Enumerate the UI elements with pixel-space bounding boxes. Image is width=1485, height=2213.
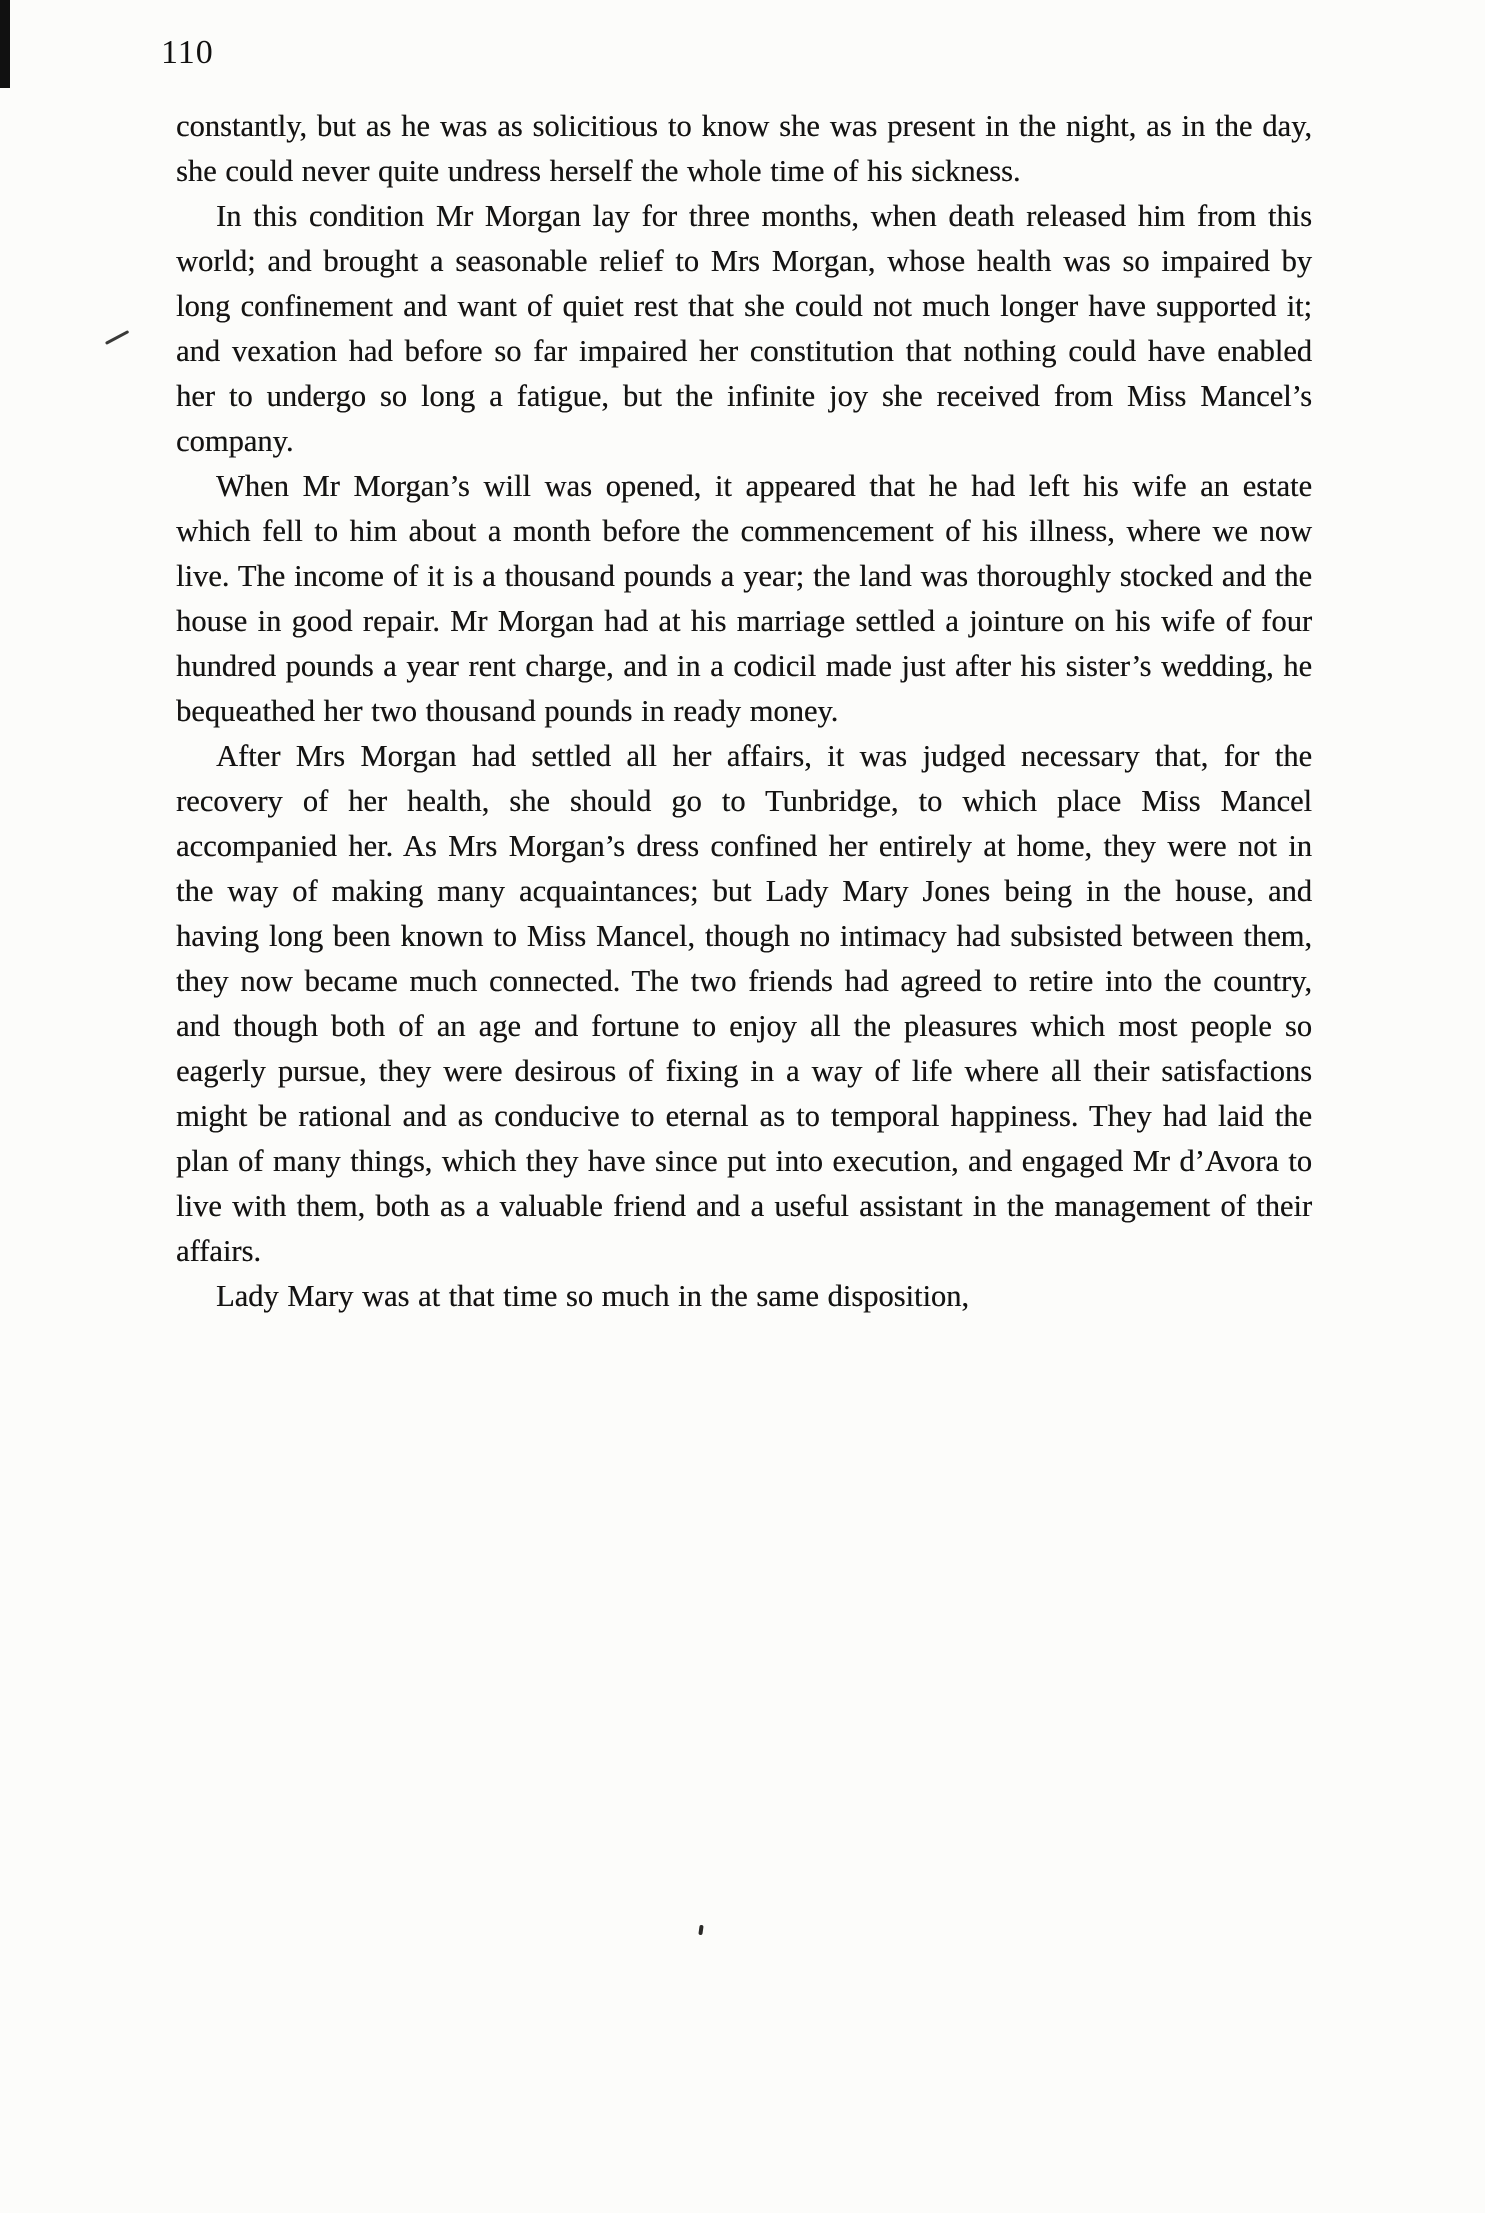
- scan-corner-artifact: [0, 0, 10, 88]
- page-number: 110: [161, 34, 214, 71]
- paragraph: After Mrs Morgan had settled all her affairs, it was judged necessary that, for the recovery of her health, she should go to Tunbridge, to which place Miss Mancel accompanied her. As Mrs Morgan’s dress confined her entirely at home, they were not in the way of making many acquaintances; but Lady Mary Jones being in the house, and having long been known to Miss Mancel, though no intimacy had subsisted between them, they now became much connected. The two friends had agreed to retire into the country, and though both of an age and fortune to enjoy all the pleasures which most people so eagerly pursue, they were desirous of fixing in a way of life where all their satisfactions might be rational and as conducive to eternal as to temporal happiness. They had laid the plan of many things, which they have since put into execution, and engaged Mr d’Avora to live with them, both as a valuable friend and a useful assistant in the management of their affairs.: [176, 739, 1312, 1268]
- scan-bottom-mark: [698, 1925, 703, 1935]
- paragraph: constantly, but as he was as solicitious to know she was present in the night, as in the day, she could never quite undress herself the whole time of his sickness.: [176, 109, 1312, 188]
- paragraph: Lady Mary was at that time so much in the same disposition,: [216, 1279, 970, 1313]
- paragraph: When Mr Morgan’s will was opened, it appeared that he had left his wife an estate which fell to him about a month before the commencement of his illness, where we now live. The income of it is a thousand pounds a year; the land was thoroughly stocked and the house in good repair. Mr Morgan had at his marriage settled a jointure on his wife of four hundred pounds a year rent charge, and in a codicil made just after his sister’s wedding, he bequeathed her two thousand pounds in ready money.: [176, 469, 1312, 728]
- paragraph: In this condition Mr Morgan lay for three months, when death released him from this world; and brought a seasonable relief to Mrs Morgan, whose health was so impaired by long confinement and want of quiet rest that she could not much longer have supported it; and vexation had before so far impaired her constitution that nothing could have enabled her to undergo so long a fatigue, but the infinite joy she received from Miss Mancel’s company.: [176, 199, 1312, 458]
- scan-margin-mark: [105, 330, 129, 344]
- body-text-block: [176, 104, 1312, 1319]
